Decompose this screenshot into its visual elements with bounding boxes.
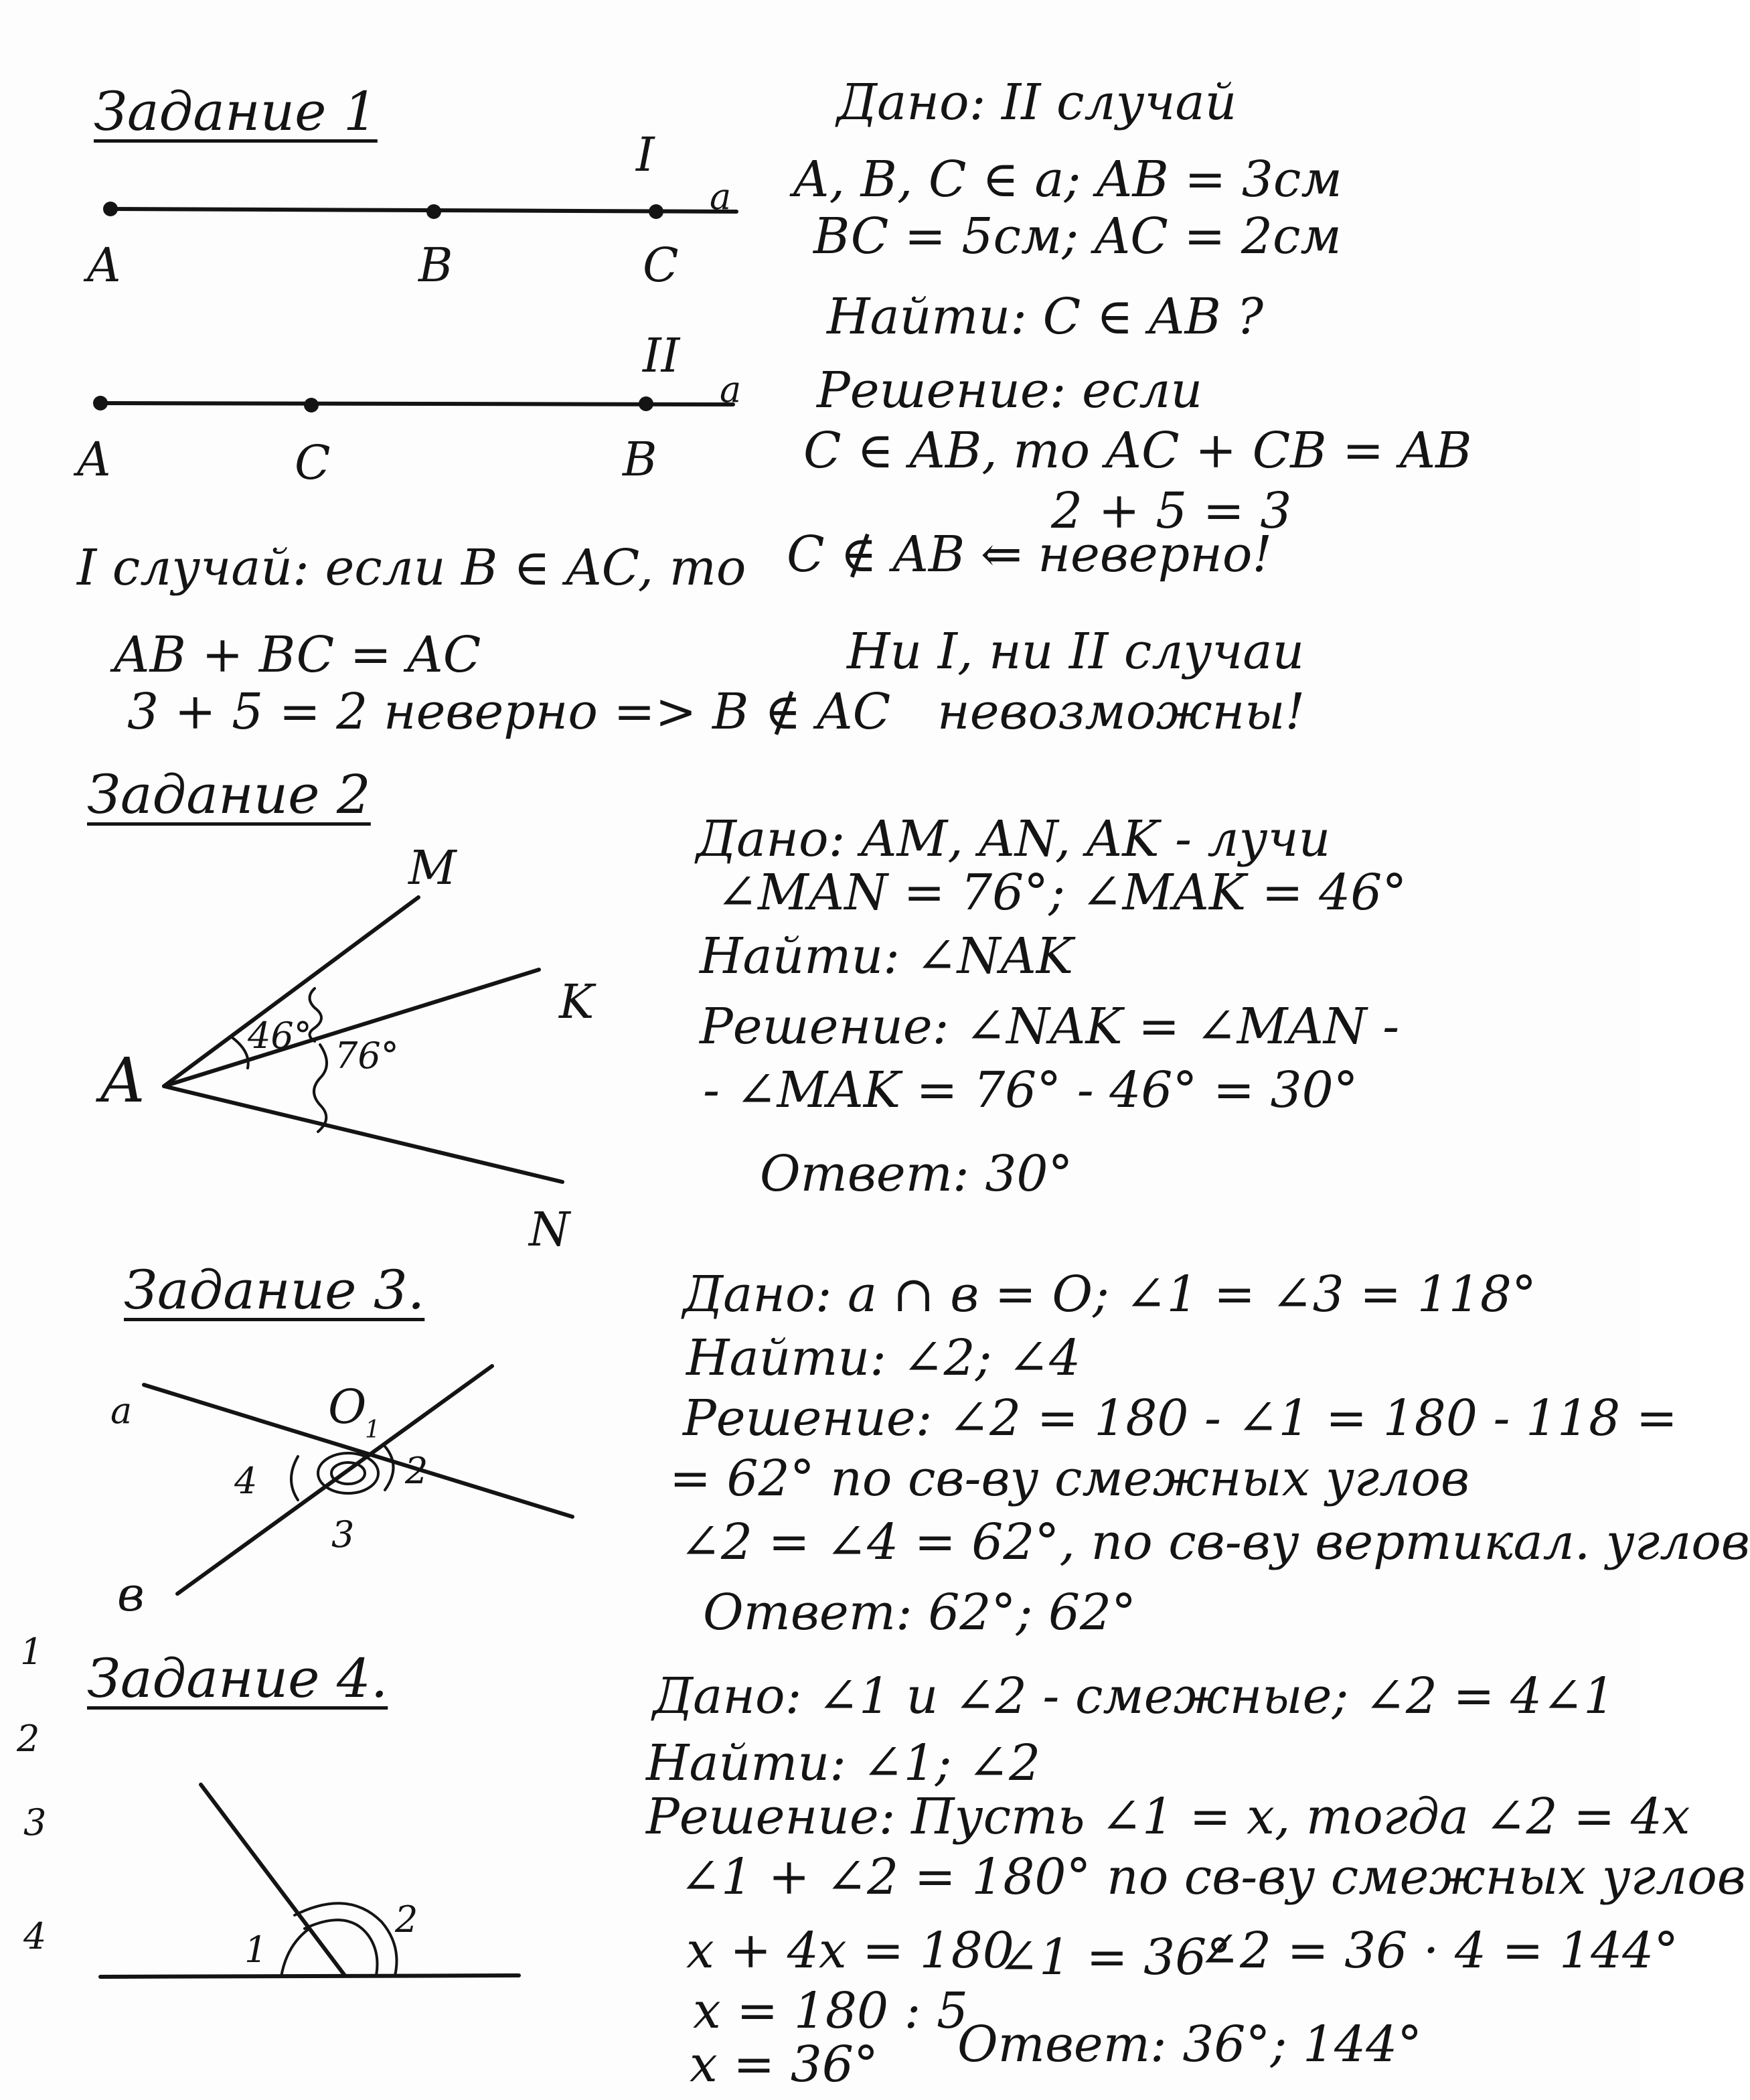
fig2-point-a-label: A (77, 432, 111, 487)
slant-ray (201, 1785, 345, 1975)
task1-solution-sum: 2 + 5 = 3 (1051, 482, 1292, 540)
angle-1-label-t3: 1 (365, 1416, 380, 1444)
task3-solution-line-3: ∠2 = ∠4 = 62°, по св-ву вертикал. углов (680, 1513, 1750, 1571)
task4-find: Найти: ∠1; ∠2 (646, 1734, 1041, 1792)
task1-figure-2 (93, 396, 733, 412)
point-c-fig2 (304, 398, 319, 412)
point-a-fig1 (103, 202, 118, 216)
point-c-fig1 (649, 204, 663, 219)
angle-1-label-t4: 1 (244, 1929, 268, 1971)
point-o-label: O (328, 1379, 367, 1434)
task1-final-line-2: невозможны! (937, 683, 1305, 741)
fig1-point-b-label: B (418, 238, 453, 293)
task1-find: Найти: C ∈ AB ? (827, 288, 1264, 346)
arc-angle-1-t4 (281, 1929, 309, 1977)
ray-an (164, 1086, 562, 1182)
point-k-label: K (559, 974, 594, 1029)
base-line (100, 1975, 519, 1977)
task2-solution-line-2: - ∠MAK = 76° - 46° = 30° (703, 1061, 1358, 1119)
task3-given: Дано: a ∩ в = O; ∠1 = ∠3 = 118° (683, 1266, 1536, 1323)
line-a-fig2 (100, 403, 733, 404)
point-b-fig1 (426, 204, 441, 219)
line-a-label-2: a (720, 368, 742, 410)
angle-2-label-t3: 2 (405, 1450, 428, 1492)
task2-solution-line-1: Решение: ∠NAK = ∠MAN - (700, 998, 1400, 1055)
fig2-point-c-label: C (295, 435, 331, 490)
brace-76 (314, 1045, 327, 1132)
margin-number-4: 4 (23, 1915, 47, 1957)
margin-number-3: 3 (23, 1801, 47, 1844)
line-a-label-1: a (710, 175, 732, 218)
line-a-label-t3: a (110, 1390, 133, 1432)
task1-solution-line-1: C ∈ AB, то AC + CB = AB (803, 422, 1472, 479)
task1-given-title: Дано: II случай (837, 74, 1237, 131)
arc-angle-4 (291, 1456, 298, 1500)
point-a-label: A (100, 1045, 145, 1116)
point-b-fig2 (639, 396, 653, 411)
task1-heading: Задание 1 (94, 80, 378, 143)
angle-46-label: 46° (248, 1015, 312, 1057)
task3-solution-line-1: Решение: ∠2 = 180 - ∠1 = 180 - 118 = (683, 1390, 1678, 1447)
task3-heading: Задание 3. (124, 1259, 425, 1321)
task4-solution-line-2: ∠1 + ∠2 = 180° по св-ву смежных углов (680, 1848, 1746, 1906)
task4-given: Дано: ∠1 и ∠2 - смежные; ∠2 = 4∠1 (653, 1667, 1615, 1725)
task1-case1-line-3: 3 + 5 = 2 неверно => B ∉ AC (127, 683, 891, 741)
point-n-label: N (529, 1202, 570, 1257)
task4-equation-2: x = 180 : 5 (693, 1982, 969, 2040)
task2-heading: Задание 2 (87, 763, 371, 826)
task4-solution-line-1: Решение: Пусть ∠1 = x, тогда ∠2 = 4x (646, 1788, 1690, 1846)
fig2-point-b-label: B (623, 432, 657, 487)
task3-find: Найти: ∠2; ∠4 (686, 1329, 1081, 1387)
angle-76-label: 76° (335, 1035, 399, 1077)
task3-solution-line-2: = 62° по св-ву смежных углов (669, 1450, 1470, 1507)
fig1-point-c-label: C (643, 238, 679, 293)
point-a-fig2 (93, 396, 108, 410)
task4-heading: Задание 4. (87, 1647, 388, 1710)
task2-find: Найти: ∠NAK (700, 927, 1074, 985)
angle-3-label: 3 (331, 1513, 355, 1556)
task4-equation-3: x = 36° (690, 2036, 878, 2093)
angle-4-label: 4 (234, 1460, 258, 1502)
margin-number-2: 2 (17, 1718, 40, 1760)
arc-angle-2-outer (295, 1903, 397, 1975)
task2-given-line-2: ∠MAN = 76°; ∠MAK = 46° (716, 864, 1407, 921)
task4-answer: Ответ: 36°; 144° (957, 2016, 1423, 2073)
fig1-point-a-label: A (87, 238, 121, 293)
arc-angle-1 (318, 1453, 378, 1493)
task3-answer: Ответ: 62°; 62° (703, 1584, 1137, 1641)
task1-case1-line-2: AB + BC = AC (114, 626, 481, 684)
task2-given-line-1: Дано: AM, AN, AK - лучи (696, 810, 1331, 868)
task2-answer: Ответ: 30° (760, 1145, 1073, 1203)
point-m-label: M (408, 840, 457, 895)
line-a-fig1 (110, 209, 736, 212)
task1-given-line-1: A, B, C ∈ a; AB = 3см (793, 151, 1342, 208)
task4-figure (100, 1785, 519, 1977)
case2-roman: II (643, 328, 680, 383)
arc-angle-3 (331, 1462, 365, 1484)
task1-final-line-1: Ни I, ни II случаи (847, 623, 1305, 680)
arc-angle-2 (385, 1446, 394, 1490)
task1-given-line-2: BC = 5см; AC = 2см (813, 208, 1342, 265)
task1-solution: Решение: если (817, 362, 1203, 419)
margin-number-1: 1 (20, 1631, 44, 1673)
task1-case1-line-1: I случай: если B ∈ AC, то (77, 539, 746, 597)
case1-roman: I (636, 127, 655, 182)
task1-figure-1 (103, 202, 736, 219)
task4-angle2-result: ∠2 = 36 · 4 = 144° (1198, 1922, 1679, 1979)
task1-conclusion: C ∉ AB ⇐ неверно! (787, 526, 1273, 583)
line-b-label-t3: в (117, 1567, 145, 1622)
angle-2-label-t4: 2 (395, 1898, 418, 1941)
task4-equation-1: x + 4x = 180 (686, 1922, 1014, 1979)
task4-angle1-result: ∠1 = 36° (998, 1929, 1232, 1986)
